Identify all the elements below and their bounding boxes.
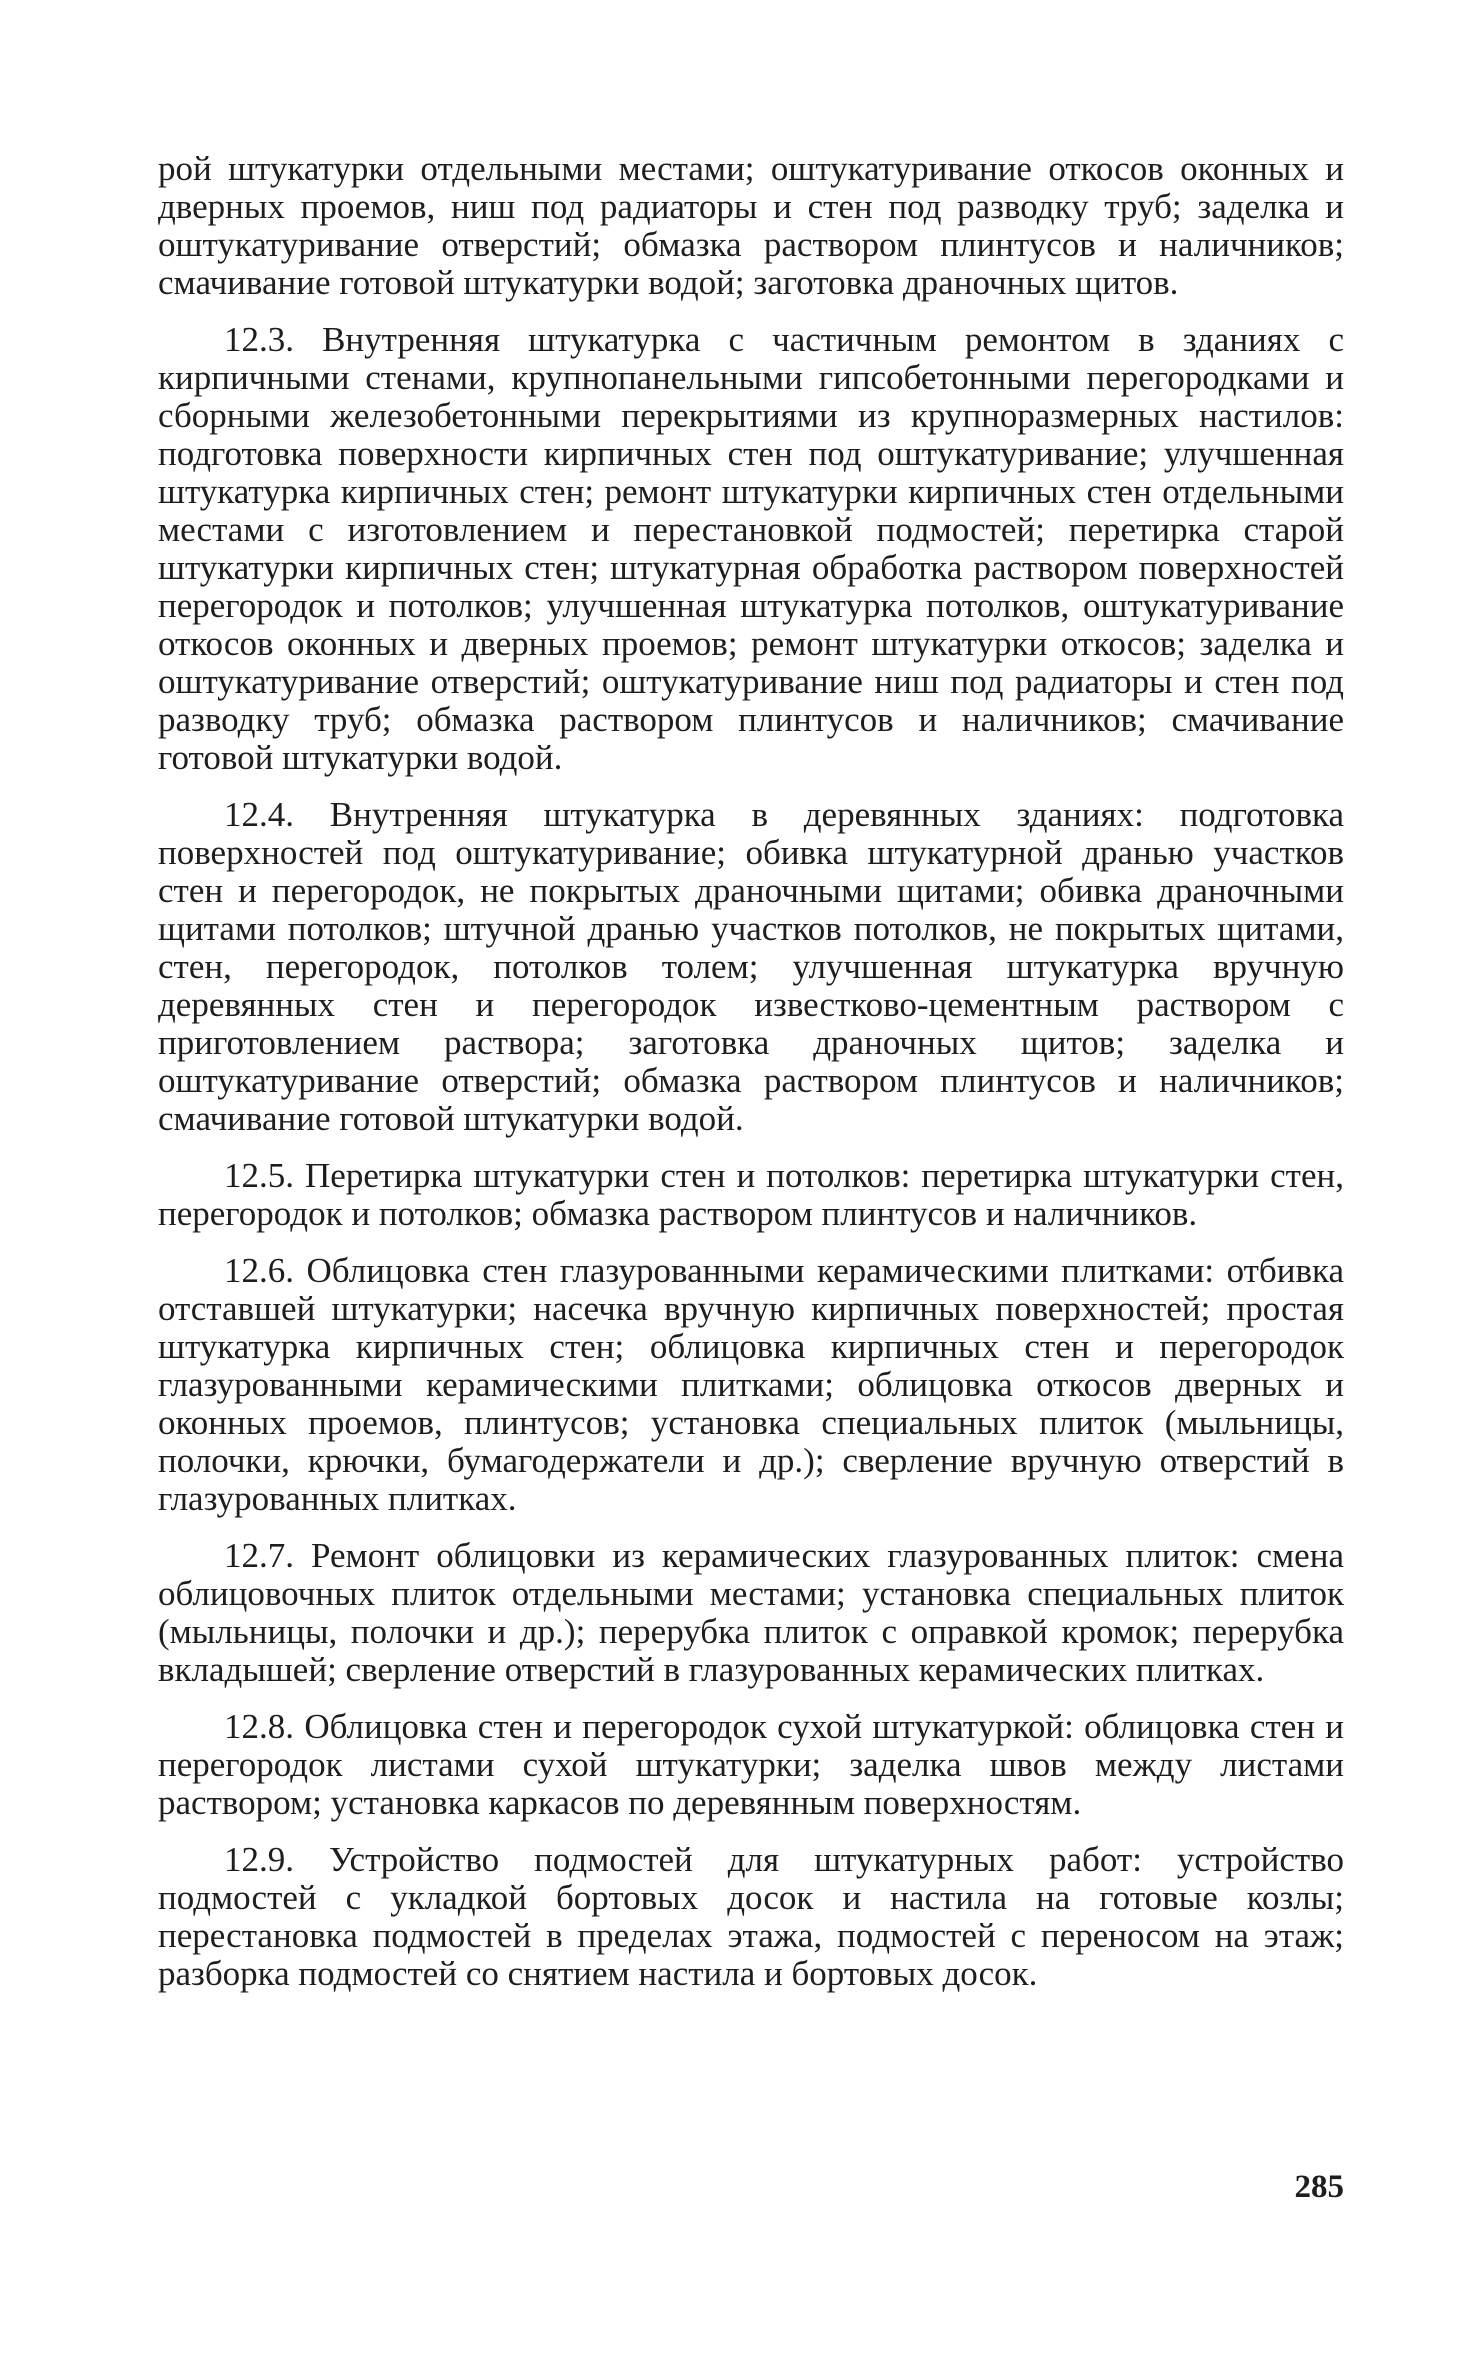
paragraph-12-8: 12.8. Облицовка стен и перегородок сухой штукатуркой: облицовка стен и перегородок листами сухой штукатурки; заделка швов между листами раствором; установка каркасов по деревянным поверхностям.	[158, 1707, 1344, 1822]
paragraph-12-4: 12.4. Внутренняя штукатурка в деревянных зданиях: подготовка поверхностей под оштукатуривание; обивка штукатурной дранью участков стен и перегородок, не покрытых драночными щитами; обивка драночными щитами потолков; штучной дранью участков потолков, не покрытых щитами, стен, перегородок, потолков толем; улучшенная штукатурка вручную деревянных стен и перегородок известково-цементным раствором с приготовлением раствора; заготовка драночных щитов; заделка и оштукатуривание отверстий; обмазка раствором плинтусов и наличников; смачивание готовой штукатурки водой.	[158, 795, 1344, 1138]
paragraph-12-3: 12.3. Внутренняя штукатурка с частичным ремонтом в зданиях с кирпичными стенами, крупнопанельными гипсобетонными перегородками и сборными железобетонными перекрытиями из крупноразмерных настилов: подготовка поверхности кирпичных стен под оштукатуривание; улучшенная штукатурка кирпичных стен; ремонт штукатурки кирпичных стен отдельными местами с изготовлением и перестановкой подмостей; перетирка старой штукатурки кирпичных стен; штукатурная обработка раствором поверхностей перегородок и потолков; улучшенная штукатурка потолков, оштукатуривание откосов оконных и дверных проемов; ремонт штукатурки откосов; заделка и оштукатуривание отверстий; оштукатуривание ниш под радиаторы и стен под разводку труб; обмазка раствором плинтусов и наличников; смачивание готовой штукатурки водой.	[158, 320, 1344, 777]
paragraph-continuation: рой штукатурки отдельными местами; оштукатуривание откосов оконных и дверных проемов, ниш под радиаторы и стен под разводку труб; заделка и оштукатуривание отверстий; обмазка раствором плинтусов и наличников; смачивание готовой штукатурки водой; заготовка драночных щитов.	[158, 149, 1344, 302]
page-number: 285	[1294, 2169, 1344, 2205]
paragraph-12-5: 12.5. Перетирка штукатурки стен и потолков: перетирка штукатурки стен, перегородок и потолков; обмазка раствором плинтусов и наличников.	[158, 1156, 1344, 1233]
page-body	[158, 150, 1344, 2012]
paragraph-12-7: 12.7. Ремонт облицовки из керамических глазурованных плиток: смена облицовочных плиток отдельными местами; установка специальных плиток (мыльницы, полочки и др.); перерубка плиток с оправкой кромок; перерубка вкладышей; сверление отверстий в глазурованных керамических плитках.	[158, 1536, 1344, 1689]
paragraph-12-9: 12.9. Устройство подмостей для штукатурных работ: устройство подмостей с укладкой бортовых досок и настила на готовые козлы; перестановка подмостей в пределах этажа, подмостей с переносом на этаж; разборка подмостей со снятием настила и бортовых досок.	[158, 1840, 1344, 1993]
paragraph-12-6: 12.6. Облицовка стен глазурованными керамическими плитками: отбивка отставшей штукатурки; насечка вручную кирпичных поверхностей; простая штукатурка кирпичных стен; облицовка кирпичных стен и перегородок глазурованными керамическими плитками; облицовка откосов дверных и оконных проемов, плинтусов; установка специальных плиток (мыльницы, полочки, крючки, бумагодержатели и др.); сверление вручную отверстий в глазурованных плитках.	[158, 1251, 1344, 1518]
